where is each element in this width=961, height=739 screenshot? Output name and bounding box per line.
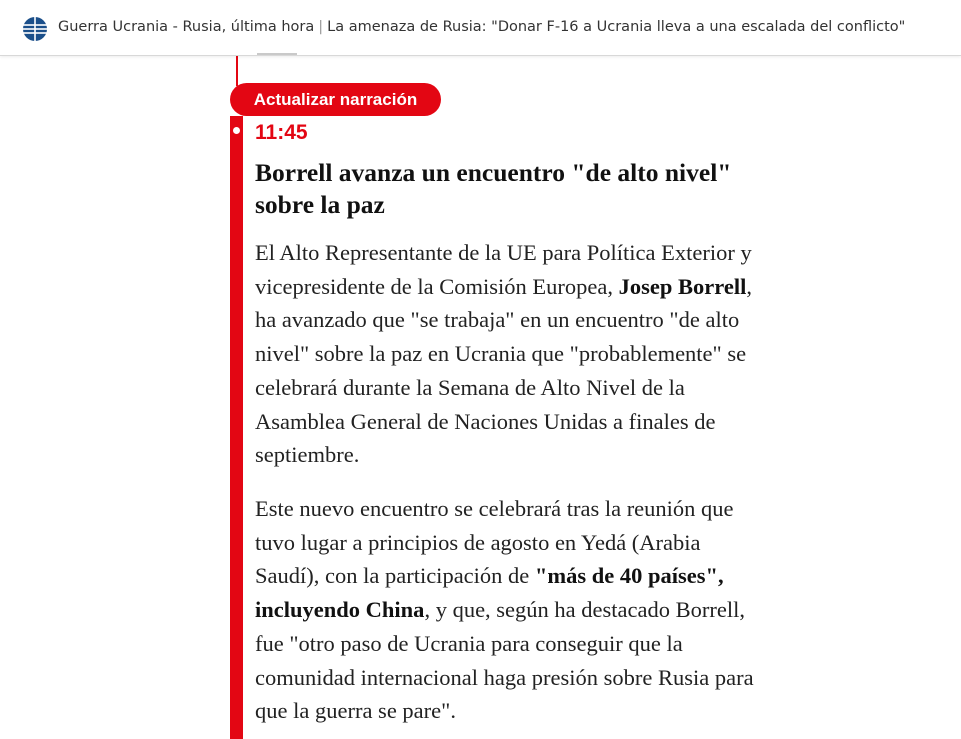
title-separator: |: [318, 19, 324, 35]
paragraph-1-text-start: El Alto Representante de la UE para Política Exterior y vicepresidente de la Comisión Europea,: [255, 240, 752, 299]
header-divider-stub: [257, 53, 297, 55]
post-time: 11:45: [255, 121, 308, 144]
article-headline: La amenaza de Rusia: "Donar F-16 a Ucrania lleva a una escalada del conflicto": [327, 19, 906, 35]
paragraph-2-text-end: , y que, según ha destacado Borrell, fue "otro paso de Ucrania para conseguir que la comunidad internacional haga presión sobre Rusia para que la guerra se pare".: [255, 597, 754, 724]
paragraph-2-bold: "más de 40 países", incluyendo China: [255, 563, 724, 623]
post-title: Borrell avanza un encuentro "de alto nivel" sobre la paz: [255, 158, 732, 219]
timeline-connector: [236, 56, 238, 86]
page-title[interactable]: [58, 17, 905, 37]
top-header-bar: [0, 0, 961, 56]
paragraph-2-text-start: Este nuevo encuentro se celebrará tras la reunión que tuvo lugar a principios de agosto en Yedá (Arabia Saudí), con la participación de: [255, 496, 734, 589]
post-paragraph-2: [255, 492, 760, 728]
timeline-dot: [233, 127, 240, 134]
paragraph-1-bold: Josep Borrell: [618, 273, 747, 299]
timeline-bar: [230, 116, 243, 739]
paragraph-1-text-end: , ha avanzado que "se trabaja" en un encuentro "de alto nivel" sobre la paz en Ucrania que "probablemente" se celebrará durante la Semana de Alto Nivel de la Asamblea General de Naciones Unidas a finales de septiembre.: [255, 273, 752, 468]
globe-icon[interactable]: [22, 16, 48, 42]
post-paragraph-1: [255, 236, 760, 472]
update-narration-button[interactable]: Actualizar narración: [230, 83, 441, 116]
section-name: Guerra Ucrania - Rusia, última hora: [58, 19, 315, 35]
